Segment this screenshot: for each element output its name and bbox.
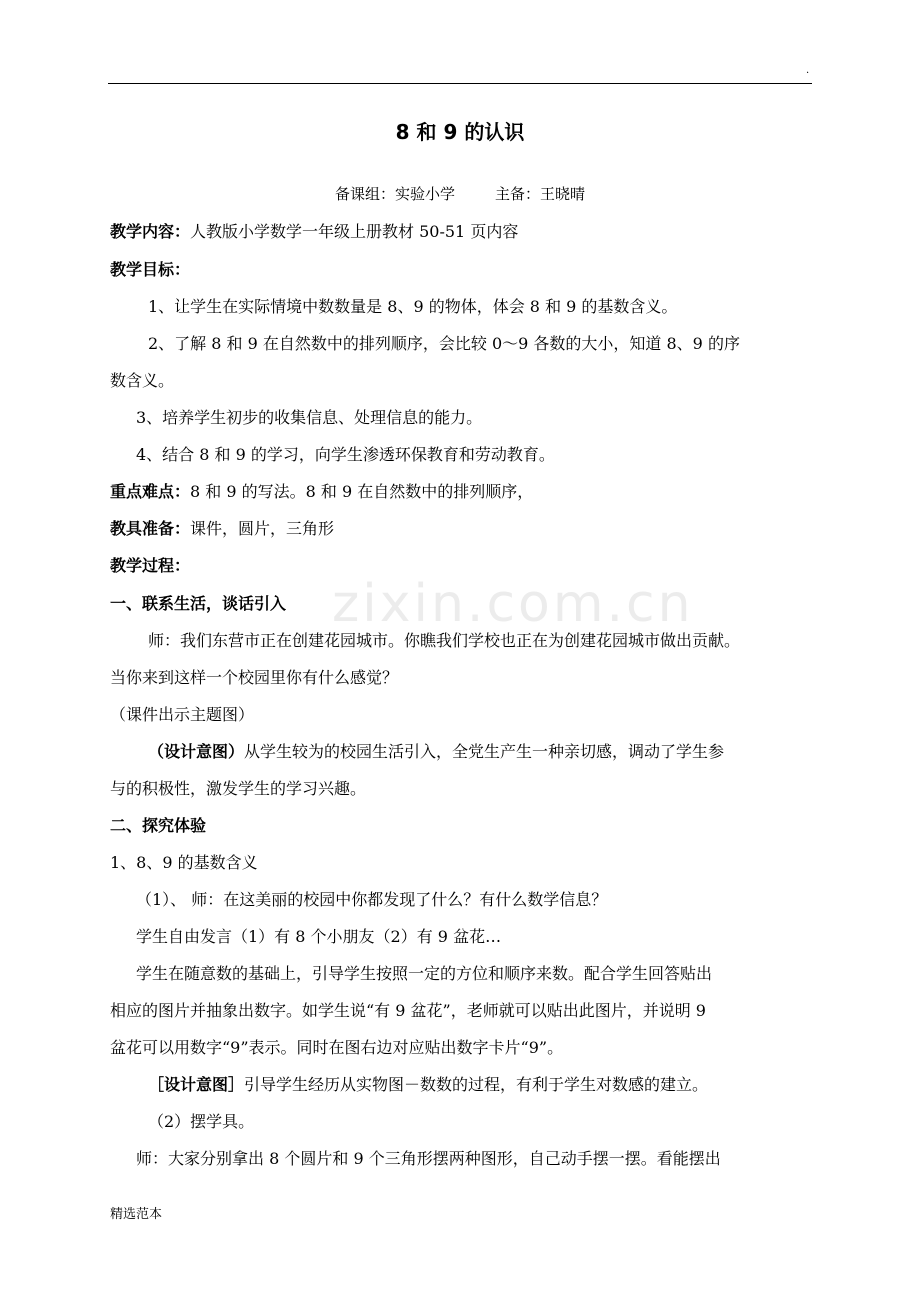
tools-text: 课件，圆片，三角形 — [190, 519, 335, 538]
key-text: 8 和 9 的写法。8 和 9 在自然数中的排列顺序， — [190, 482, 534, 501]
key-label: 重点难点： — [110, 482, 191, 501]
watermark: zixin.com.cn — [332, 574, 694, 634]
goal-4: 4、结合 8 和 9 的学习，向学生渗透环保教育和劳动教育。 — [136, 445, 555, 464]
goal-2b: 数含义。 — [110, 371, 175, 390]
goals-label: 教学目标： — [110, 260, 191, 279]
design-intent-label-2: ［设计意图］ — [148, 1075, 245, 1094]
process-label: 教学过程： — [110, 556, 191, 575]
header-rule — [108, 83, 812, 84]
tools-line — [110, 517, 810, 541]
sec1-para-3a — [148, 740, 810, 764]
goal-3: 3、培养学生初步的收集信息、处理信息的能力。 — [136, 408, 483, 427]
byline — [0, 182, 920, 206]
header-dot: . — [806, 65, 810, 76]
design-intent-text-2: 引导学生经历从实物图－数数的过程，有利于学生对数感的建立。 — [244, 1075, 709, 1094]
sec1-para-2: （课件出示主题图） — [110, 705, 255, 724]
section-2-heading: 二、探究体验 — [110, 816, 207, 835]
sec2-para-2: 师：大家分别拿出 8 个圆片和 9 个三角形摆两种图形，自己动手摆一摆。看能摆出 — [136, 1149, 721, 1168]
key-line — [110, 480, 810, 504]
design-intent-text: 从学生较为的校园生活引入，全党生产生一种亲切感，调动了学生参 — [244, 742, 725, 761]
sec2-question-2: （2）摆学具。 — [148, 1112, 255, 1131]
design-intent-label: （设计意图） — [148, 742, 245, 761]
content-line — [110, 220, 810, 244]
goal-1: 1、让学生在实际情境中数数量是 8、9 的物体，体会 8 和 9 的基数含义。 — [148, 297, 678, 316]
sec2-sub-1: 1、8、9 的基数含义 — [110, 853, 258, 872]
sec2-para-1b: 相应的图片并抽象出数字。如学生说“有 9 盆花”，老师就可以贴出此图片，并说明 9 — [110, 1001, 706, 1020]
sec1-para-1a: 师：我们东营市正在创建花园城市。你瞧我们学校也正在为创建花园城市做出贡献。 — [148, 631, 741, 650]
content-text: 人教版小学数学一年级上册教材 50-51 页内容 — [190, 222, 519, 241]
sec2-para-1a: 学生在随意数的基础上，引导学生按照一定的方位和顺序来数。配合学生回答贴出 — [136, 964, 713, 983]
tools-label: 教具准备： — [110, 519, 191, 538]
sec2-para-1c: 盆花可以用数字“9”表示。同时在图右边对应贴出数字卡片“9”。 — [110, 1038, 564, 1057]
page-title: 8 和 9 的认识 — [395, 120, 525, 144]
content-label: 教学内容： — [110, 222, 191, 241]
byline-group: 备课组：实验小学 — [334, 185, 455, 203]
sec2-design-line — [148, 1073, 848, 1097]
sec1-para-3b: 与的积极性，激发学生的学习兴趣。 — [110, 779, 367, 798]
footer-label: 精选范本 — [110, 1207, 163, 1222]
goal-2a: 2、了解 8 和 9 在自然数中的排列顺序，会比较 0～9 各数的大小，知道 8、9 的序 — [148, 334, 740, 353]
sec2-answers: 学生自由发言（1）有 8 个小朋友（2）有 9 盆花… — [136, 927, 502, 946]
sec2-question-1: （1）、 师：在这美丽的校园中你都发现了什么？有什么数学信息？ — [136, 890, 608, 909]
section-1-heading: 一、联系生活，谈话引入 — [110, 594, 287, 613]
byline-lead: 主备：王晓晴 — [495, 185, 586, 203]
sec1-para-1b: 当你来到这样一个校园里你有什么感觉？ — [110, 668, 399, 687]
